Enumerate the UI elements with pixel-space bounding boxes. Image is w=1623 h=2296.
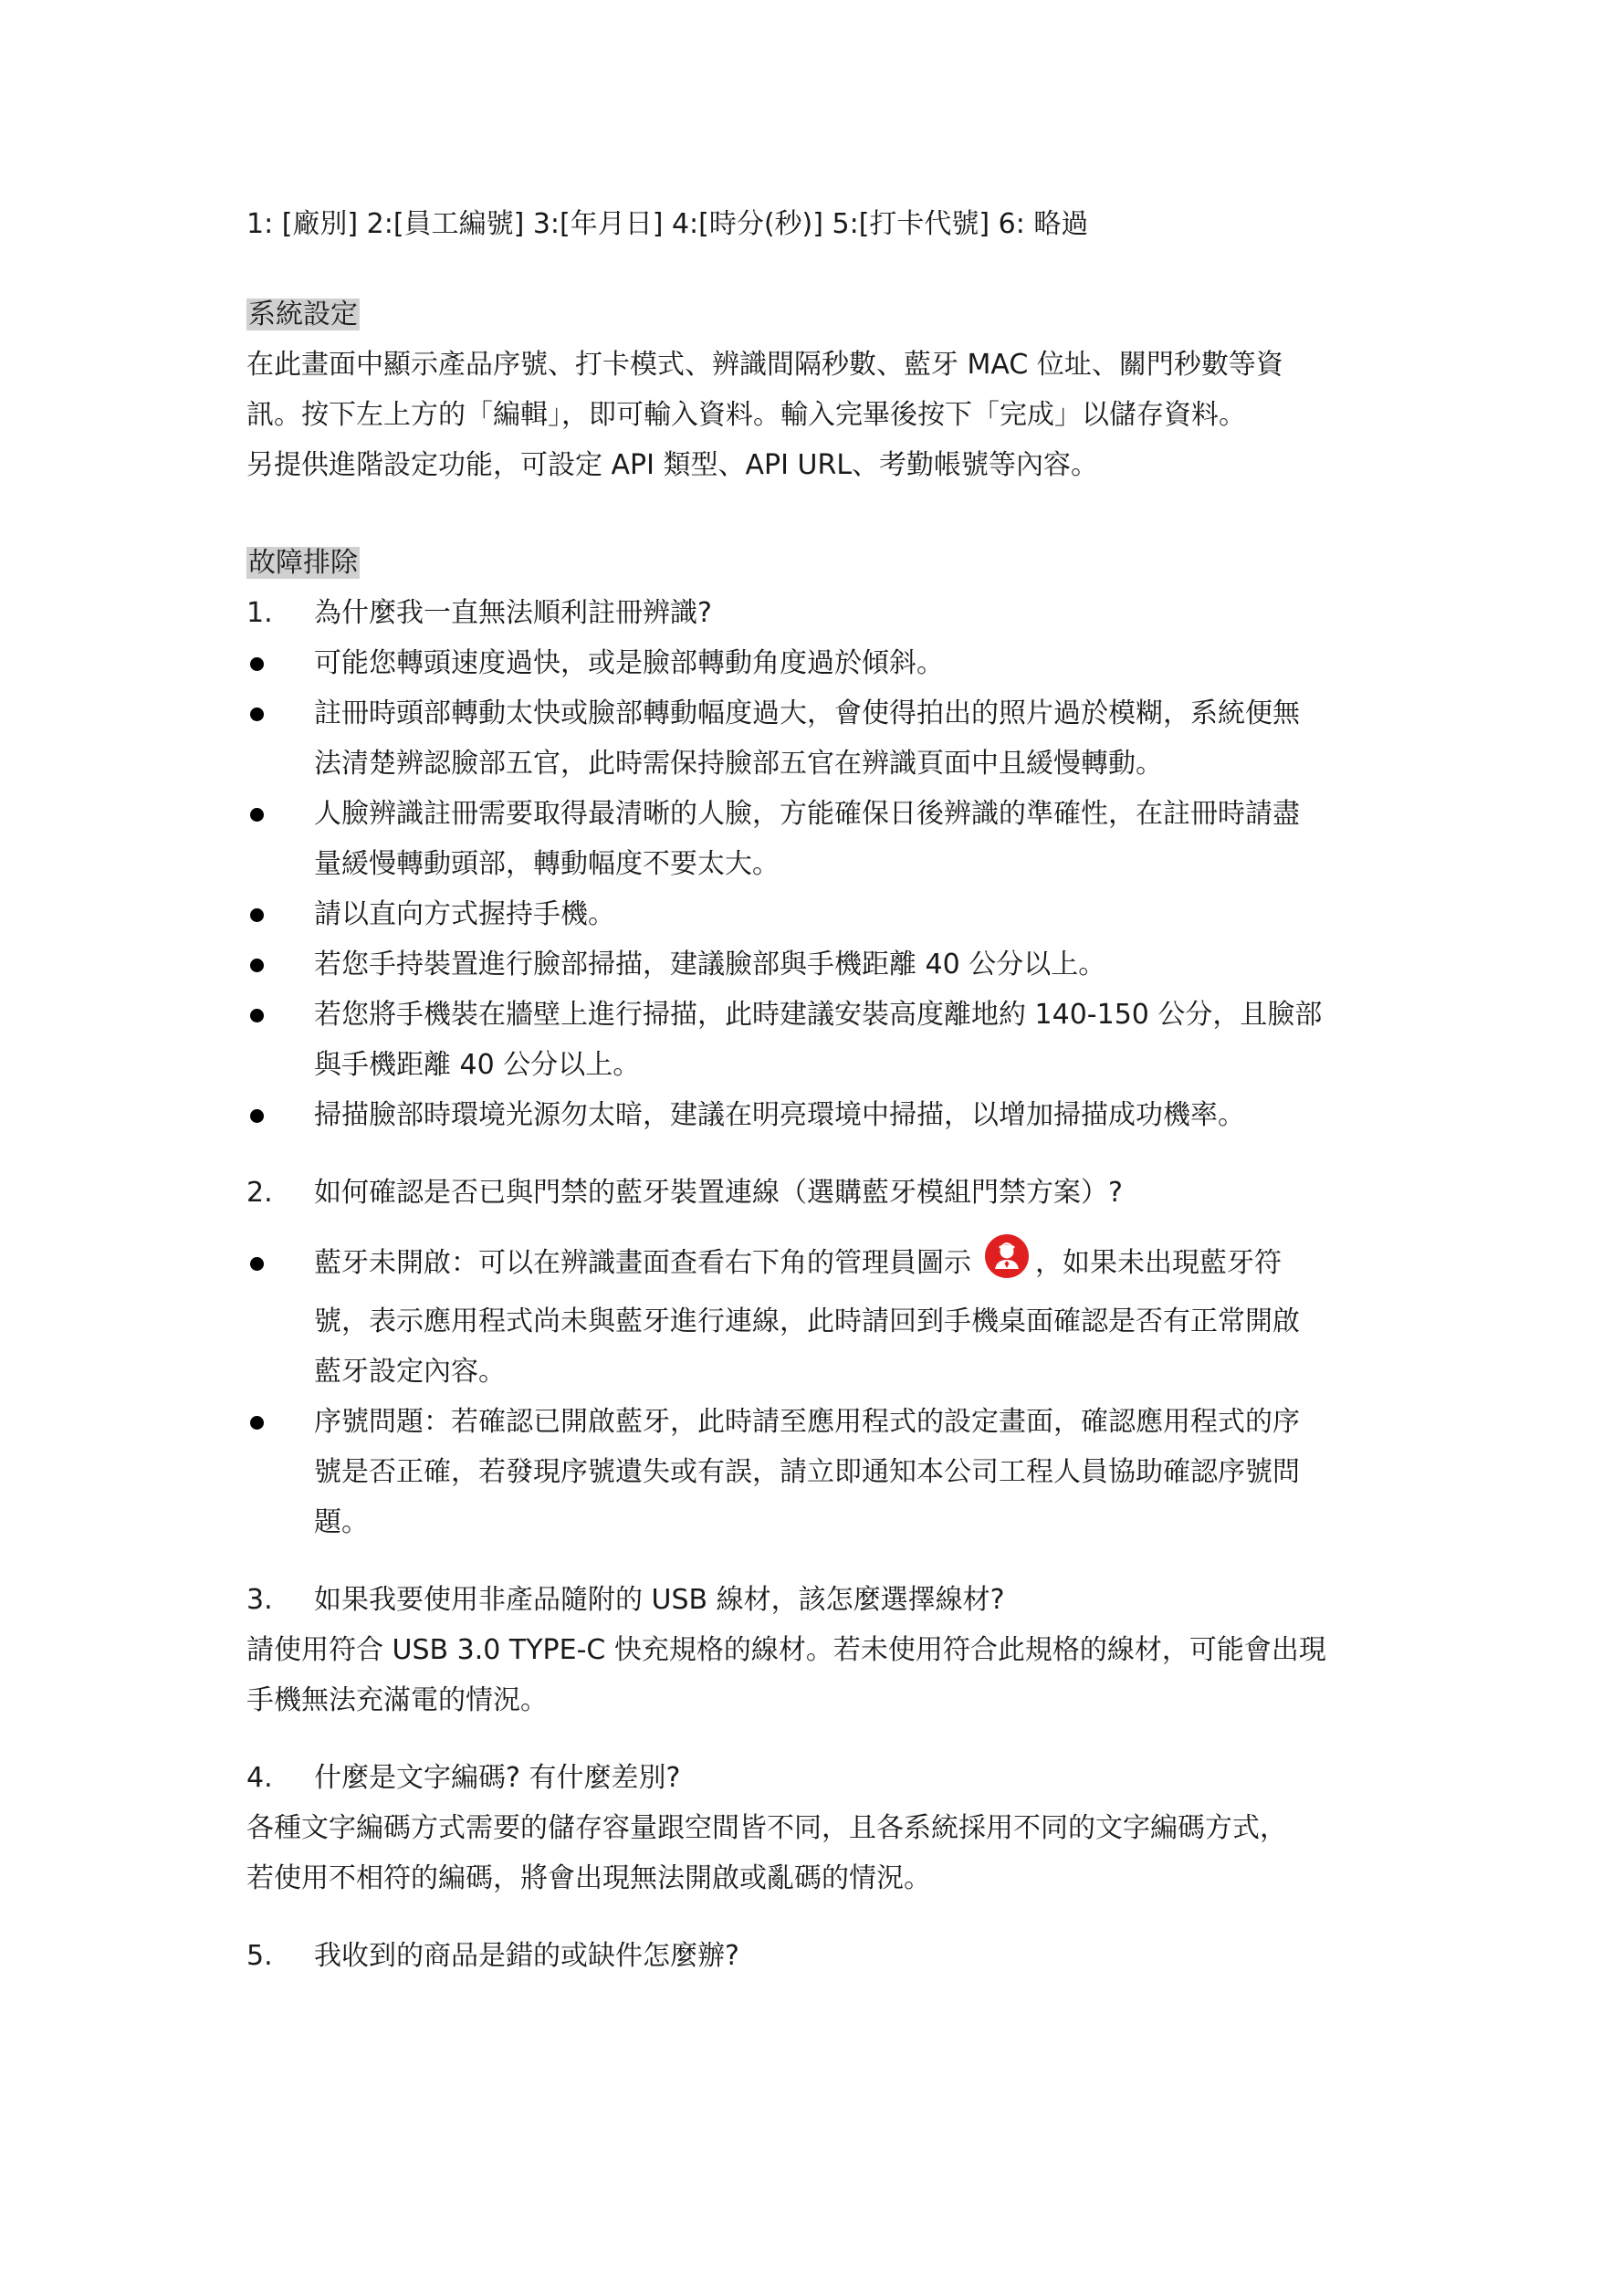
question-4 (246, 1753, 1387, 1803)
bullet-line (314, 1231, 1387, 1296)
question-2 (246, 1168, 1387, 1218)
question-text: 我收到的商品是錯的或缺件怎麼辦? (314, 1940, 739, 1972)
spacer (246, 1903, 1387, 1931)
bullet-line: 請以直向方式握持手機。 (314, 898, 615, 930)
answer-line: 各種文字編碼方式需要的儲存容量跟空間皆不同，且各系統採用不同的文字編碼方式， (246, 1812, 1287, 1844)
bullet-line: 若您手持裝置進行臉部掃描，建議臉部與手機距離 40 公分以上。 (314, 949, 1106, 980)
section-title-system-settings (246, 289, 1387, 340)
answer-line: 若使用不相符的編碼，將會出現無法開啟或亂碼的情況。 (246, 1862, 931, 1894)
question-number: 2. (246, 1177, 273, 1209)
question-1 (246, 588, 1387, 638)
question-text: 如果我要使用非產品隨附的 USB 線材，該怎麼選擇線材? (314, 1584, 1005, 1616)
bullet-line: 號是否正確，若發現序號遺失或有誤，請立即通知本公司工程人員協助確認序號問 (314, 1456, 1300, 1488)
question-3 (246, 1575, 1387, 1625)
spacer (246, 490, 1387, 538)
question-text: 如何確認是否已與門禁的藍牙裝置連線（選購藍牙模組門禁方案）? (314, 1177, 1123, 1209)
list-item (246, 789, 1387, 889)
question-5 (246, 1931, 1387, 1981)
section-title-text: 系統設定 (248, 299, 358, 330)
bullet-line: 藍牙設定內容。 (314, 1356, 506, 1388)
list-item (246, 990, 1387, 1090)
question-text: 為什麼我一直無法順利註冊辨識? (314, 597, 712, 629)
answer-line: 請使用符合 USB 3.0 TYPE-C 快充規格的線材。若未使用符合此規格的線材，可能會出現 (246, 1634, 1326, 1666)
bullet-line: 法清楚辨認臉部五官，此時需保持臉部五官在辨識頁面中且緩慢轉動。 (314, 748, 1163, 780)
list-item (246, 1231, 1387, 1397)
bullet-line: 註冊時頭部轉動太快或臉部轉動幅度過大，會使得拍出的照片過於模糊，系統便無 (314, 697, 1300, 729)
system-settings-line-2: 訊。按下左上方的「編輯」，即可輸入資料。輸入完畢後按下「完成」以儲存資料。 (246, 399, 1246, 431)
document-page (246, 199, 1387, 1981)
list-item (246, 1090, 1387, 1140)
answer-line: 手機無法充滿電的情況。 (246, 1684, 548, 1716)
list-item (246, 638, 1387, 688)
bullet-line: 若您將手機裝在牆壁上進行掃描，此時建議安裝高度離地約 140-150 公分，且臉部 (314, 999, 1323, 1031)
question-number: 4. (246, 1762, 273, 1794)
bullet-line: 序號問題：若確認已開啟藍牙，此時請至應用程式的設定畫面，確認應用程式的序 (314, 1406, 1300, 1438)
bullet-line: 號，表示應用程式尚未與藍牙進行連線，此時請回到手機桌面確認是否有正常開啟 (314, 1305, 1300, 1337)
bullet-line: 可能您轉頭速度過快，或是臉部轉動角度過於傾斜。 (314, 647, 944, 679)
list-item (246, 889, 1387, 939)
bullet-text: ，如果未出現藍牙符 (1035, 1247, 1282, 1279)
spacer (246, 1547, 1387, 1575)
bullet-line: 題。 (314, 1506, 369, 1538)
field-format-line: 1: [廠別] 2:[員工編號] 3:[年月日] 4:[時分(秒)] 5:[打卡代號] 6: 略過 (246, 208, 1089, 240)
system-settings-line-3: 另提供進階設定功能，可設定 API 類型、API URL、考勤帳號等內容。 (246, 449, 1099, 481)
section-title-troubleshooting (246, 538, 1387, 588)
bullet-line: 人臉辨識註冊需要取得最清晰的人臉，方能確保日後辨識的準確性，在註冊時請盡 (314, 798, 1300, 830)
list-item (246, 688, 1387, 789)
section-title-text: 故障排除 (248, 547, 358, 579)
bullet-line: 與手機距離 40 公分以上。 (314, 1049, 641, 1081)
list-item (246, 939, 1387, 990)
bullet-line: 量緩慢轉動頭部，轉動幅度不要太大。 (314, 848, 780, 880)
spacer (246, 1140, 1387, 1168)
spacer (246, 1725, 1387, 1753)
question-number: 1. (246, 597, 273, 629)
system-settings-line-1: 在此畫面中顯示產品序號、打卡模式、辨識間隔秒數、藍牙 MAC 位址、關門秒數等資 (246, 349, 1283, 381)
bullet-text: 藍牙未開啟：可以在辨識畫面查看右下角的管理員圖示 (314, 1247, 971, 1279)
list-item (246, 1397, 1387, 1547)
question-text: 什麼是文字編碼? 有什麼差別? (314, 1762, 681, 1794)
admin-icon (984, 1233, 1030, 1279)
question-number: 5. (246, 1940, 273, 1972)
question-number: 3. (246, 1584, 273, 1616)
bullet-line: 掃描臉部時環境光源勿太暗，建議在明亮環境中掃描，以增加掃描成功機率。 (314, 1099, 1245, 1131)
